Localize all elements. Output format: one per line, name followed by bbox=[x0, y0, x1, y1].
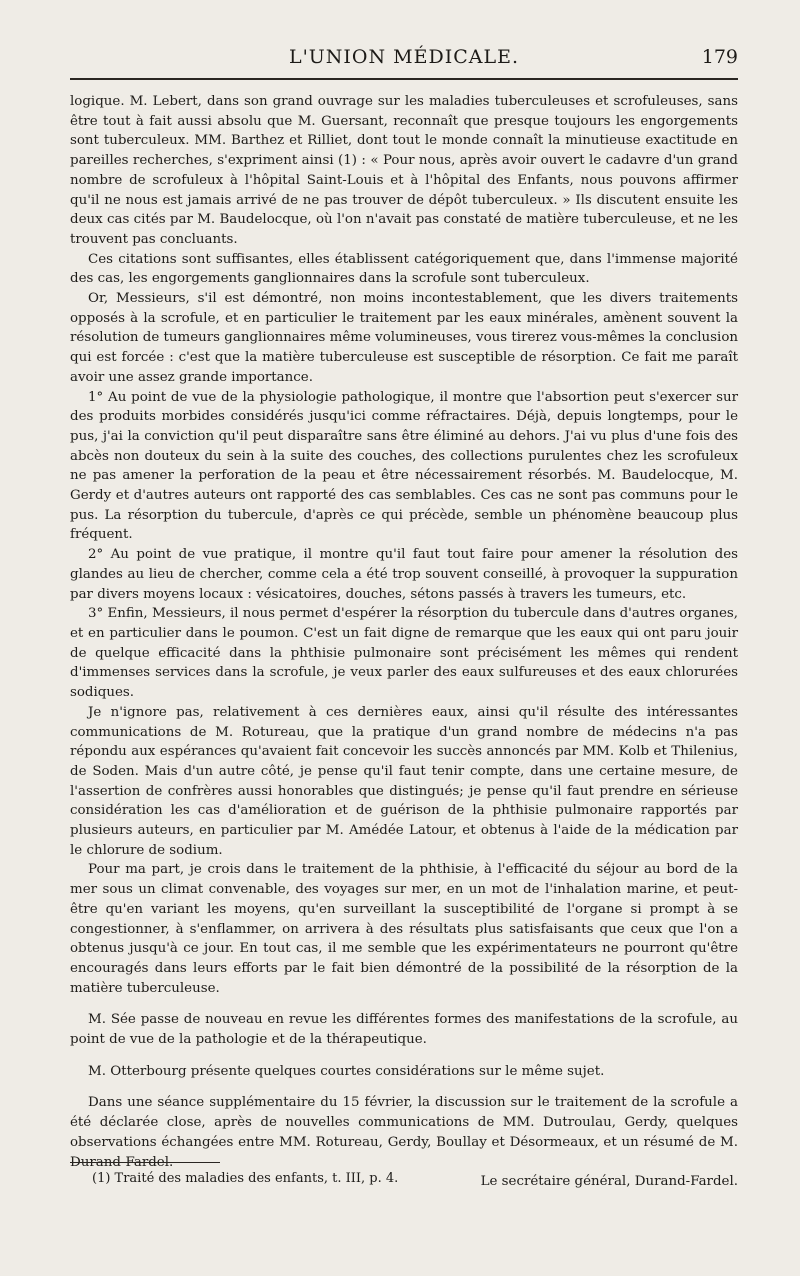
paragraph-4: 1° Au point de vue de la physiologie pathologique, il montre que l'absortion peut s'exercer sur des produits morbides considérés jusqu'ici comme réfractaires. Déjà, depuis longtemps, pour le pus, j'ai la conviction qu'il peut disparaître sans être éliminé au dehors. J'ai vu plus d'une fois des abcès non douteux du sein à la suite des couches, des collections purulentes chez les scrofuleux ne pas amener la perforation de la peau et être nécessairement résorbés. M. Baudelocque, M. Gerdy et d'autres auteurs ont rapporté des cas semblables. Ces cas ne sont pas communs pour le pus. La résorption du tubercule, d'après ce qui précède, semble un phénomène beaucoup plus fréquent. bbox=[70, 389, 738, 543]
paragraph-7: Je n'ignore pas, relativement à ces dernières eaux, ainsi qu'il résulte des intéressantes communications de M. Rotureau, que la pratique d'un grand nombre de médecins n'a pas répondu aux espérances qu'avaient fait concevoir les succès annoncés par MM. Kolb et Thilenius, de Soden. Mais d'un autre côté, je pense qu'il faut tenir compte, dans une certaine mesure, de l'assertion de confrères aussi honorables que distingués; je pense qu'il faut prendre en sérieuse considération les cas d'amélioration et de guérison de la phthisie pulmonaire rapportés par plusieurs auteurs, en particulier par M. Amédée Latour, et obtenus à l'aide de la médication par le chlorure de sodium. bbox=[70, 704, 738, 858]
signature: Le secrétaire général, Durand-Fardel. bbox=[480, 1174, 738, 1190]
paragraph-8: Pour ma part, je crois dans le traitement de la phthisie, à l'efficacité du séjour au bord de la mer sous un climat convenable, des voyages sur mer, en un mot de l'inhalation marine, et peut-être qu'en variant les moyens, qu'en surveillant la susceptibilité de l'organe si prompt à se congestionner, à s'enflammer, on arrivera à des résultats plus satisfaisants que ceux que l'on a obtenus jusqu'à ce jour. En tout cas, il me semble que les expérimentateurs ne pourront qu'être encouragés dans leurs efforts par le fait bien démontré de la possibilité de la résorption de la matière tuberculeuse. bbox=[70, 862, 738, 996]
paragraph-9: M. Sée passe de nouveau en revue les différentes formes des manifestations de la scrofule, au point de vue de la pathologie et de la thérapeutique. bbox=[70, 1012, 738, 1048]
paragraph-6: 3° Enfin, Messieurs, il nous permet d'espérer la résorption du tubercule dans d'autres organes, et en particulier dans le poumon. C'est un fait digne de remarque que les eaux qui ont paru jouir de quelque efficacité dans la phthisie pulmonaire sont précisément les mêmes qui rendent d'immenses services dans la scrofule, je veux parler des eaux sulfureuses et des eaux chlorurées sodiques. bbox=[70, 606, 738, 701]
paragraph-2: Ces citations sont suffisantes, elles établissent catégoriquement que, dans l'immense majorité des cas, les engorgements ganglionnaires dans la scrofule sont tuberculeux. bbox=[70, 251, 738, 287]
page-number: 179 bbox=[701, 46, 738, 68]
article-body bbox=[70, 92, 738, 1192]
journal-title: L'UNION MÉDICALE. bbox=[288, 46, 520, 68]
paragraph-3: Or, Messieurs, s'il est démontré, non moins incontestablement, que les divers traitements opposés à la scrofule, et en particulier le traitement par les eaux minérales, amènent souvent la résolution de tumeurs ganglionnaires même volumineuses, vous tirerez vous-mêmes la conclusion qui est forcée : c'est que la matière tuberculeuse est susceptible de résorption. Ce fait me paraît avoir une assez grande importance. bbox=[70, 291, 739, 385]
paragraph-10: M. Otterbourg présente quelques courtes considérations sur le même sujet. bbox=[88, 1063, 605, 1079]
footnote-rule bbox=[70, 1162, 220, 1163]
footnote: (1) Traité des maladies des enfants, t. III, p. 4. bbox=[92, 1171, 399, 1186]
paragraph-5: 2° Au point de vue pratique, il montre qu'il faut tout faire pour amener la résolution des glandes au lieu de chercher, comme cela a été trop souvent conseillé, à provoquer la suppuration par divers moyens locaux : vésicatoires, douches, sétons passés à travers les tumeurs, etc. bbox=[70, 547, 738, 602]
running-header bbox=[70, 40, 738, 80]
paragraph-11: Dans une séance supplémentaire du 15 février, la discussion sur le traitement de la scrofule a été déclarée close, après de nouvelles communications de MM. Dutroulau, Gerdy, quelques observations échangées entre MM. Rotureau, Gerdy, Boullay et Désormeaux, et un résumé de M. Durand-Fardel. bbox=[70, 1095, 738, 1170]
paragraph-1: logique. M. Lebert, dans son grand ouvrage sur les maladies tuberculeuses et scrofuleuses, sans être tout à fait aussi absolu que M. Guersant, reconnaît que presque toujours les engorgements sont tuberculeux. MM. Barthez et Rilliet, dont tout le monde connaît la minutieuse exactitude en pareilles recherches, s'expriment ainsi (1) : « Pour nous, après avoir ouvert le cadavre d'un grand nombre de scrofuleux à l'hôpital Saint-Louis et à l'hôpital des Enfants, nous pouvons affirmer qu'il ne nous est jamais arrivé de ne pas trouver de dépôt tuberculeux. » Ils discutent ensuite les deux cas cités par M. Baudelocque, où l'on n'avait pas constaté de matière tuberculeuse, et ne les trouvent pas concluants. bbox=[70, 94, 738, 247]
